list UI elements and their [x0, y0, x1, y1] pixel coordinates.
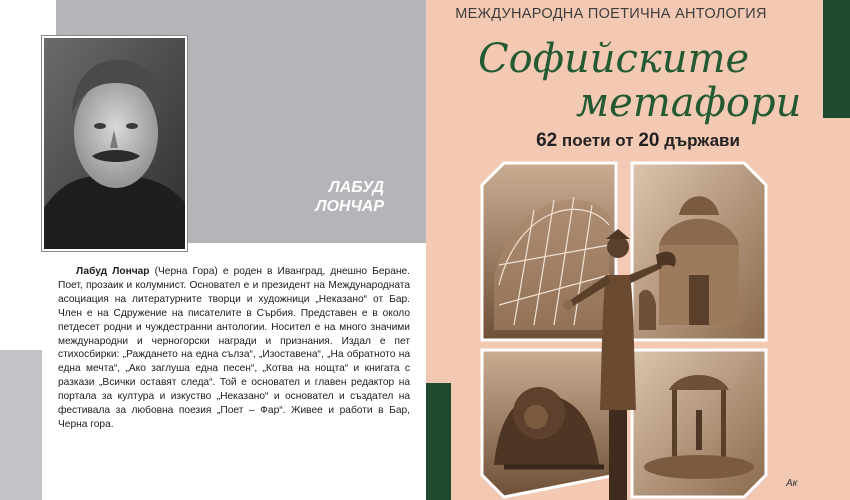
- author-portrait-image: [44, 38, 185, 249]
- countries-count: 20: [638, 130, 660, 151]
- series-title: МЕЖДУНАРОДНА ПОЕТИЧНА АНТОЛОГИЯ: [455, 6, 767, 22]
- author-name: [234, 178, 384, 216]
- frame-lion-statue: [482, 350, 616, 497]
- frame-gazebo-fountain: [632, 350, 766, 497]
- green-accent-bar-top: [823, 0, 850, 118]
- cover-illustration-collage: [474, 155, 774, 500]
- countries-word: държави: [659, 131, 740, 150]
- frame-rotunda-church: [632, 163, 766, 340]
- bio-text: (Черна Гора) е роден в Иванград, днешно Беране. Поет, прозаик и колумнист. Основател е и президент на Международната асоциация на литературните творци и художници „Неказано“ от Бар. Член е на Сдружение на писателите в Сърбия. Представен е в около петдесет родни и чуждестранни антологии. Носител е на много значими международни и черногорски награди и признания. Издал е пет стихосбирки: „Раждането на една сълза“, „Изоставена“, „На обратното на една мечта“, „Ако заглуша една песен“, „Котва на нощта“ и книгата с разкази „Всички оставят следа“. Той е основател и главен редактор на портала за култура и изкуство „Неказано“ и основател и създател на фестивала за любовна поезия „Поет – Фар“. Живее и работи в Бар, Черна гора.: [58, 266, 410, 430]
- author-biography: [58, 265, 410, 432]
- left-margin-gray-block: [0, 350, 42, 500]
- author-last-name: ЛОНЧАР: [315, 198, 384, 215]
- artist-signature: Ак: [786, 478, 798, 489]
- green-accent-bar-bottom: [426, 383, 451, 500]
- author-photo: [42, 36, 187, 251]
- poets-word: поети от: [557, 131, 639, 150]
- book-cover: [426, 0, 850, 500]
- book-subtitle: [426, 130, 850, 152]
- book-title-line-1: Софийските: [478, 36, 750, 82]
- poets-count: 62: [536, 130, 558, 151]
- author-first-name: ЛАБУД: [328, 179, 384, 196]
- book-title-line-2: метафори: [576, 80, 802, 126]
- bio-lead-name: Лабуд Лончар: [76, 266, 150, 277]
- frame-greenhouse-ruins: [482, 163, 616, 340]
